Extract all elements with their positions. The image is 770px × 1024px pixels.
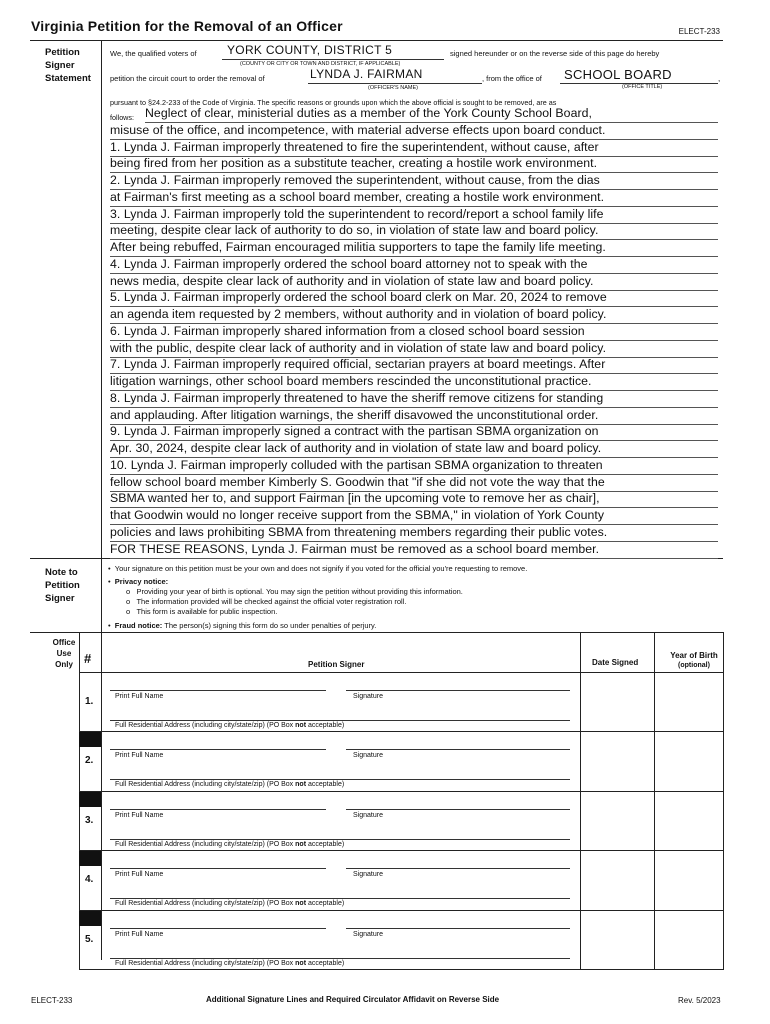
footer-center: Additional Signature Lines and Required Circulator Affidavit on Reverse Side: [206, 995, 500, 1004]
reason-line: After being rebuffed, Fairman encouraged militia supporters to tape the family life meeting.: [110, 239, 718, 257]
reason-line: 3. Lynda J. Fairman improperly told the superintendent to record/report a school family life: [110, 206, 718, 224]
note-bottom-rule: [30, 632, 723, 633]
print-name-label: Print Full Name: [115, 811, 164, 819]
privacy-title: Privacy notice:: [114, 577, 169, 586]
section-label-statement: Statement: [45, 73, 91, 84]
signature-field[interactable]: [346, 928, 570, 929]
signature-field[interactable]: [346, 690, 570, 691]
note-label-1: Note to: [45, 567, 78, 578]
reason-line: misuse of the office, and incompetence, with material adverse effects upon board conduct.: [110, 122, 718, 140]
fraud-text: The person(s) signing this form do so under penalties of perjury.: [162, 621, 377, 630]
privacy-item-2: o The information provided will be checked against the official voter registration roll.: [126, 597, 407, 606]
officer-name-value: LYNDA J. FAIRMAN: [310, 67, 423, 81]
reason-line: with the public, despite clear lack of authority and in violation of state law and board policy.: [110, 340, 718, 358]
print-name-field[interactable]: [110, 690, 326, 691]
county-caption: (COUNTY OR CITY OR TOWN AND DISTRICT, IF APPLICABLE): [240, 61, 401, 67]
bullet-1-text: Your signature on this petition must be your own and does not signify if you voted for the official you're requesting to remove.: [114, 564, 528, 573]
privacy-item-1: o Providing your year of birth is optional. You may sign the petition without providing this information.: [126, 587, 463, 596]
row-number: 2.: [85, 755, 94, 767]
note-label-3: Signer: [45, 593, 75, 604]
office-value: SCHOOL BOARD: [564, 67, 672, 82]
officer-name-field[interactable]: [308, 67, 482, 84]
county-field[interactable]: [222, 43, 444, 60]
address-field[interactable]: [110, 958, 570, 959]
reason-line: SBMA wanted her to, and support Fairman [in the upcoming vote to remove her as chair],: [110, 490, 718, 508]
address-field[interactable]: [110, 779, 570, 780]
year-birth-header: Year of Birth (optional): [670, 651, 718, 669]
reason-line: Apr. 30, 2024, despite clear lack of authority and in violation of state law and board policy.: [110, 440, 718, 458]
row-marker-bar: [79, 791, 101, 807]
reason-line: news media, despite clear lack of authority and in violation of state law and board policy.: [110, 273, 718, 291]
row-number: 4.: [85, 874, 94, 886]
page-title: Virginia Petition for the Removal of an Officer: [31, 18, 343, 34]
reason-line: that Goodwin would no longer receive support from the SBMA," in violation of York County: [110, 507, 718, 525]
reason-line: 2. Lynda J. Fairman improperly removed the superintendent, without cause, from the dias: [110, 172, 718, 190]
petition-court-text: petition the circuit court to order the removal of: [110, 74, 265, 83]
row-number: 1.: [85, 696, 94, 707]
reason-line: an agenda item requested by 2 members, without authority and in violation of board policy.: [110, 306, 718, 324]
section-label-signer: Signer: [45, 60, 75, 71]
form-code: ELECT-233: [678, 27, 720, 36]
privacy-item-1-text: Providing your year of birth is optional. You may sign the petition without providing this information.: [136, 587, 463, 596]
top-rule: [30, 40, 723, 41]
reason-line: meeting, despite clear lack of authority to do so, in violation of state law and board policy.: [110, 222, 718, 240]
we-qualified-text: We, the qualified voters of: [110, 49, 197, 58]
row-marker-bar: [79, 731, 101, 747]
print-name-label: Print Full Name: [115, 871, 164, 879]
privacy-item-3-text: This form is available for public inspection.: [136, 607, 278, 616]
reason-line: 8. Lynda J. Fairman improperly threatened to have the sheriff remove citizens for standing: [110, 390, 718, 408]
print-name-field[interactable]: [110, 809, 326, 810]
reason-line: 7. Lynda J. Fairman improperly required official, sectarian prayers at board meetings. After: [110, 356, 718, 374]
address-field[interactable]: [110, 839, 570, 840]
signed-hereunder-text: signed hereunder or on the reverse side of this page do hereby: [450, 49, 660, 58]
address-label: Full Residential Address (including city/state/zip) (PO Box not acceptable): [115, 959, 345, 967]
reason-line: and applauding. After litigation warnings, the sheriff disavowed the unconstitutional order.: [110, 407, 718, 425]
signature-field[interactable]: [346, 809, 570, 810]
reason-line: litigation warnings, other school board members rescinded the unconstitutional practice.: [110, 373, 718, 391]
privacy-item-3: o This form is available for public inspection.: [126, 607, 278, 616]
left-column-divider: [101, 40, 102, 960]
row-number: 5.: [85, 933, 94, 945]
privacy-bullet: • Privacy notice:: [108, 577, 169, 586]
section-label-petition: Petition: [45, 47, 80, 58]
signature-field[interactable]: [346, 749, 570, 750]
county-value: YORK COUNTY, DISTRICT 5: [227, 43, 393, 57]
footer-form-code: ELECT-233: [31, 996, 73, 1005]
reason-line: 4. Lynda J. Fairman improperly ordered the school board attorney not to speak with the: [110, 256, 718, 274]
signature-label: Signature: [353, 930, 383, 938]
reason-line: at Fairman's first meeting as a school board member, creating a hostile work environment.: [110, 189, 718, 207]
footer-rev: Rev. 5/2023: [678, 996, 721, 1005]
signature-label: Signature: [353, 871, 383, 879]
address-label: Full Residential Address (including city/state/zip) (PO Box not acceptable): [115, 722, 345, 729]
fraud-title: Fraud notice:: [114, 621, 163, 630]
from-office-text: , from the office of: [482, 74, 542, 83]
reason-line: 6. Lynda J. Fairman improperly shared information from a closed school board session: [110, 323, 718, 341]
reason-line: FOR THESE REASONS, Lynda J. Fairman must be removed as a school board member.: [110, 541, 718, 559]
signature-label: Signature: [353, 811, 383, 819]
pursuant-text: pursuant to §24.2-233 of the Code of Virginia. The specific reasons or grounds upon which the above official is sought to be removed, are as: [110, 98, 557, 107]
address-label: Full Residential Address (including city/state/zip) (PO Box not acceptable): [115, 900, 345, 908]
reason-line: Neglect of clear, ministerial duties as a member of the York County School Board,: [145, 105, 718, 123]
reason-line: 1. Lynda J. Fairman improperly threatened to fire the superintendent, without cause, after: [110, 139, 718, 157]
reason-line: policies and laws prohibiting SBMA from threatening members regarding their public votes.: [110, 524, 718, 542]
row-marker-bar: [79, 850, 101, 866]
reason-line: 9. Lynda J. Fairman improperly signed a contract with the partisan SBMA organization on: [110, 423, 718, 441]
address-label: Full Residential Address (including city/state/zip) (PO Box not acceptable): [115, 781, 345, 789]
signature-label: Signature: [353, 752, 383, 760]
signature-label: Signature: [353, 693, 383, 700]
fraud-bullet: • Fraud notice: The person(s) signing this form do so under penalties of perjury.: [108, 621, 377, 630]
print-name-label: Print Full Name: [115, 930, 164, 938]
reason-line: being fired from her position as a substitute teacher, creating a hostile work environment.: [110, 155, 718, 173]
office-caption: (OFFICE TITLE): [622, 84, 663, 90]
petition-signer-header: Petition Signer: [308, 660, 365, 669]
reason-line: 10. Lynda J. Fairman improperly colluded with the partisan SBMA organization to threaten: [110, 457, 718, 475]
print-name-field[interactable]: [110, 749, 326, 750]
date-signed-header: Date Signed: [592, 658, 639, 667]
office-use-label: Office Use Only: [52, 638, 76, 669]
print-name-field[interactable]: [110, 868, 326, 869]
bullet-1: • Your signature on this petition must be your own and does not signify if you voted for the official you're requesting to remove.: [108, 564, 528, 573]
signature-field[interactable]: [346, 868, 570, 869]
address-field[interactable]: [110, 898, 570, 899]
note-label-2: Petition: [45, 580, 80, 591]
reason-line: 5. Lynda J. Fairman improperly ordered the school board clerk on Mar. 20, 2024 to remove: [110, 289, 718, 307]
row-number: 3.: [85, 814, 94, 826]
office-field[interactable]: [560, 67, 718, 84]
print-name-field[interactable]: [110, 928, 326, 929]
address-field[interactable]: [110, 720, 570, 721]
print-name-label: Print Full Name: [115, 752, 164, 760]
privacy-item-2-text: The information provided will be checked against the official voter registration roll.: [136, 597, 407, 606]
print-name-label: Print Full Name: [115, 693, 164, 700]
follows-text: follows:: [110, 113, 134, 122]
hash-header: #: [84, 651, 92, 666]
reason-line: fellow school board member Kimberly S. Goodwin that "if she did not vote the way that the: [110, 474, 718, 492]
row-marker-bar: [79, 910, 101, 926]
officer-caption: (OFFICER'S NAME): [368, 85, 418, 91]
address-label: Full Residential Address (including city/state/zip) (PO Box not acceptable): [115, 840, 345, 848]
